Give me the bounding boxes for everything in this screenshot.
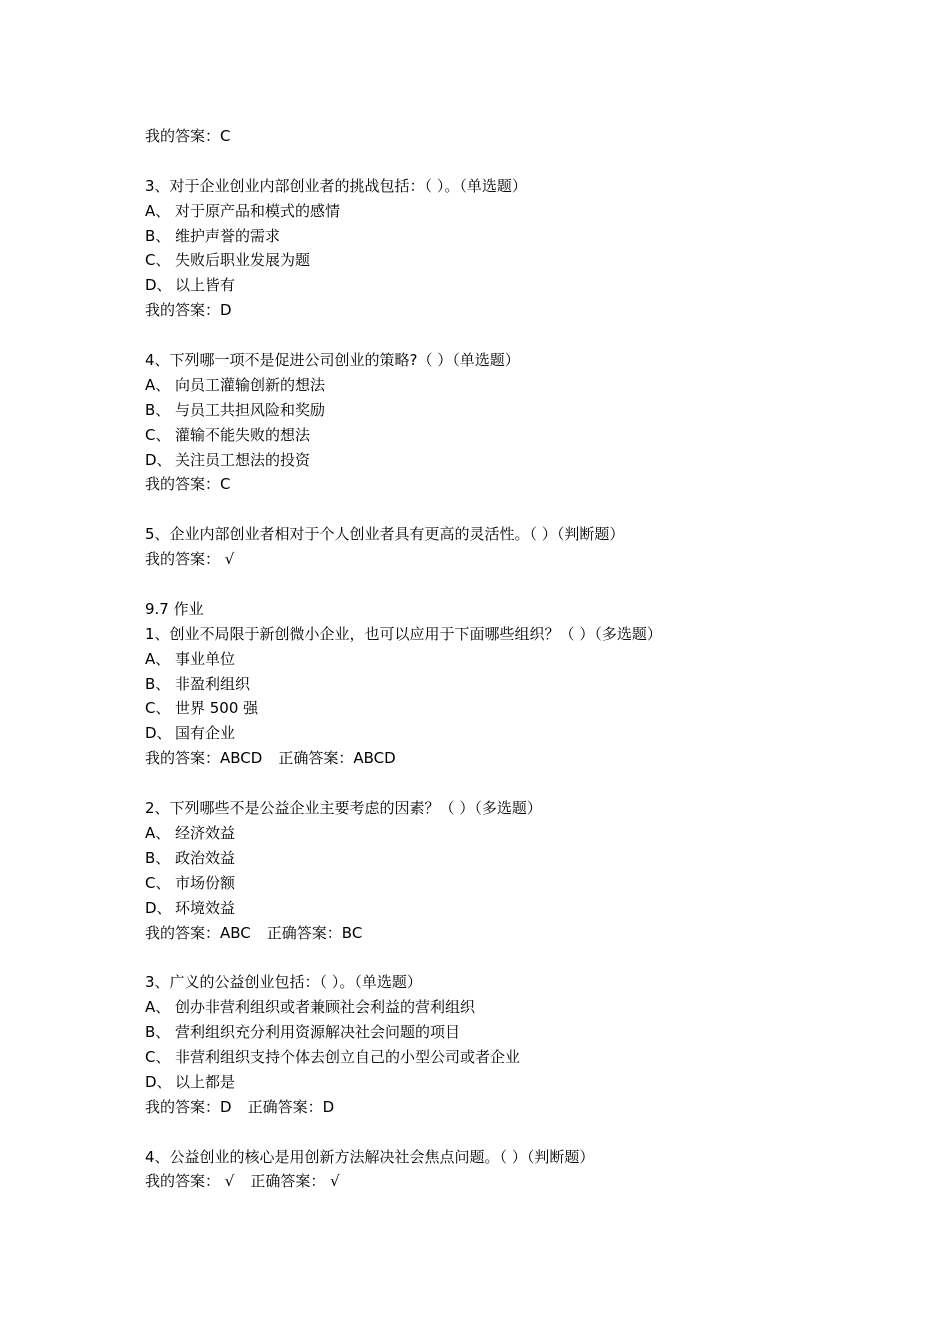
blank-line: [145, 497, 845, 522]
option-text: 非盈利组织: [175, 674, 251, 693]
option-line: [145, 448, 845, 473]
option-line: [145, 896, 845, 921]
blank-line: [145, 771, 845, 796]
option-text: 维护声誉的需求: [175, 226, 281, 245]
option-text: 以上都是: [175, 1072, 236, 1091]
option-text: 向员工灌输创新的想法: [175, 375, 326, 394]
question-text: 4、公益创业的核心是用创新方法解决社会焦点问题。（ ）（判断题）: [145, 1147, 595, 1166]
my-answer-value: D: [220, 1097, 232, 1116]
correct-answer-value: D: [322, 1097, 335, 1116]
answer-line: [145, 1095, 845, 1120]
option-line: [145, 871, 845, 896]
blank-line: [145, 945, 845, 970]
option-key: D、: [145, 898, 172, 917]
option-text: 失败后职业发展为题: [175, 251, 311, 270]
answer-line: [145, 746, 845, 771]
blank-line: [145, 323, 845, 348]
option-text: 非营利组织支持个体去创立自己的小型公司或者企业: [175, 1047, 521, 1066]
my-answer-label: 我的答案：: [145, 1172, 221, 1191]
option-text: 世界 500 强: [175, 699, 259, 718]
option-line: [145, 373, 845, 398]
question-text: 3、广义的公益创业包括：（ ）。（单选题）: [145, 973, 422, 992]
option-key: A、: [145, 375, 171, 394]
my-answer-label: 我的答案：: [145, 550, 221, 569]
my-answer-label: 我的答案：: [145, 1097, 221, 1116]
option-key: A、: [145, 201, 171, 220]
correct-answer-value: √: [325, 1172, 340, 1191]
my-answer-label: 我的答案：: [145, 301, 221, 320]
option-text: 以上皆有: [175, 276, 236, 295]
answer-line: [145, 298, 845, 323]
my-answer-value: √: [220, 1172, 235, 1191]
option-key: B、: [145, 848, 171, 867]
option-key: B、: [145, 674, 171, 693]
option-text: 市场份额: [175, 873, 236, 892]
option-key: C、: [145, 251, 171, 270]
my-answer-value: C: [220, 475, 231, 494]
option-text: 经济效益: [175, 823, 236, 842]
my-answer-label: 我的答案：: [145, 923, 221, 942]
option-key: D、: [145, 1072, 172, 1091]
option-line: [145, 672, 845, 697]
correct-answer-value: ABCD: [353, 749, 396, 768]
option-text: 创办非营利组织或者兼顾社会利益的营利组织: [175, 998, 476, 1017]
blank-line: [145, 149, 845, 174]
option-key: A、: [145, 649, 171, 668]
option-key: A、: [145, 823, 171, 842]
option-text: 对于原产品和模式的感情: [175, 201, 341, 220]
option-text: 环境效益: [175, 898, 236, 917]
option-text: 关注员工想法的投资: [175, 450, 311, 469]
option-key: C、: [145, 873, 171, 892]
blank-line: [145, 572, 845, 597]
answer-line: [145, 124, 845, 149]
answer-line: [145, 472, 845, 497]
my-answer-label: 我的答案：: [145, 475, 221, 494]
option-key: C、: [145, 425, 171, 444]
correct-answer-label: 正确答案：: [247, 1097, 323, 1116]
option-line: [145, 248, 845, 273]
option-line: [145, 696, 845, 721]
option-text: 与员工共担风险和奖励: [175, 400, 326, 419]
section-title: 9.7 作业: [145, 599, 204, 618]
option-line: [145, 1045, 845, 1070]
blank-line: [145, 1120, 845, 1145]
option-text: 灌输不能失败的想法: [175, 425, 311, 444]
correct-answer-label: 正确答案：: [278, 749, 354, 768]
answer-line: [145, 921, 845, 946]
question-text: 1、创业不局限于新创微小企业，也可以应用于下面哪些组织？（ ）（多选题）: [145, 624, 662, 643]
option-line: [145, 721, 845, 746]
my-answer-value: ABC: [220, 923, 251, 942]
question-text: 2、下列哪些不是公益企业主要考虑的因素？（ ）（多选题）: [145, 799, 542, 818]
option-line: [145, 1070, 845, 1095]
option-line: [145, 846, 845, 871]
option-key: B、: [145, 400, 171, 419]
option-key: D、: [145, 276, 172, 295]
question-text: 5、企业内部创业者相对于个人创业者具有更高的灵活性。（ ）（判断题）: [145, 525, 625, 544]
correct-answer-label: 正确答案：: [250, 1172, 326, 1191]
my-answer-value: ABCD: [220, 749, 263, 768]
answer-line: [145, 547, 845, 572]
option-line: [145, 995, 845, 1020]
option-line: [145, 821, 845, 846]
option-line: [145, 273, 845, 298]
my-answer-label: 我的答案：: [145, 749, 221, 768]
option-text: 事业单位: [175, 649, 236, 668]
my-answer-value: D: [220, 301, 232, 320]
option-line: [145, 647, 845, 672]
option-line: [145, 199, 845, 224]
option-key: B、: [145, 1023, 171, 1042]
document-page: [145, 124, 845, 1194]
option-line: [145, 398, 845, 423]
correct-answer-value: BC: [341, 923, 363, 942]
option-text: 政治效益: [175, 848, 236, 867]
question-text: 3、对于企业创业内部创业者的挑战包括：（ ）。（单选题）: [145, 176, 527, 195]
correct-answer-label: 正确答案：: [266, 923, 342, 942]
option-text: 营利组织充分利用资源解决社会问题的项目: [175, 1023, 461, 1042]
option-key: D、: [145, 450, 172, 469]
my-answer-label: 我的答案：: [145, 127, 221, 145]
option-line: [145, 1020, 845, 1045]
my-answer-value: √: [220, 550, 235, 569]
option-key: C、: [145, 1047, 171, 1066]
option-text: 国有企业: [175, 724, 236, 743]
answer-line: [145, 1169, 845, 1194]
option-line: [145, 423, 845, 448]
option-key: C、: [145, 699, 171, 718]
question-text: 4、下列哪一项不是促进公司创业的策略?（ ）（单选题）: [145, 351, 520, 370]
option-key: B、: [145, 226, 171, 245]
option-line: [145, 224, 845, 249]
option-key: A、: [145, 998, 171, 1017]
option-key: D、: [145, 724, 172, 743]
my-answer-value: C: [220, 127, 231, 145]
